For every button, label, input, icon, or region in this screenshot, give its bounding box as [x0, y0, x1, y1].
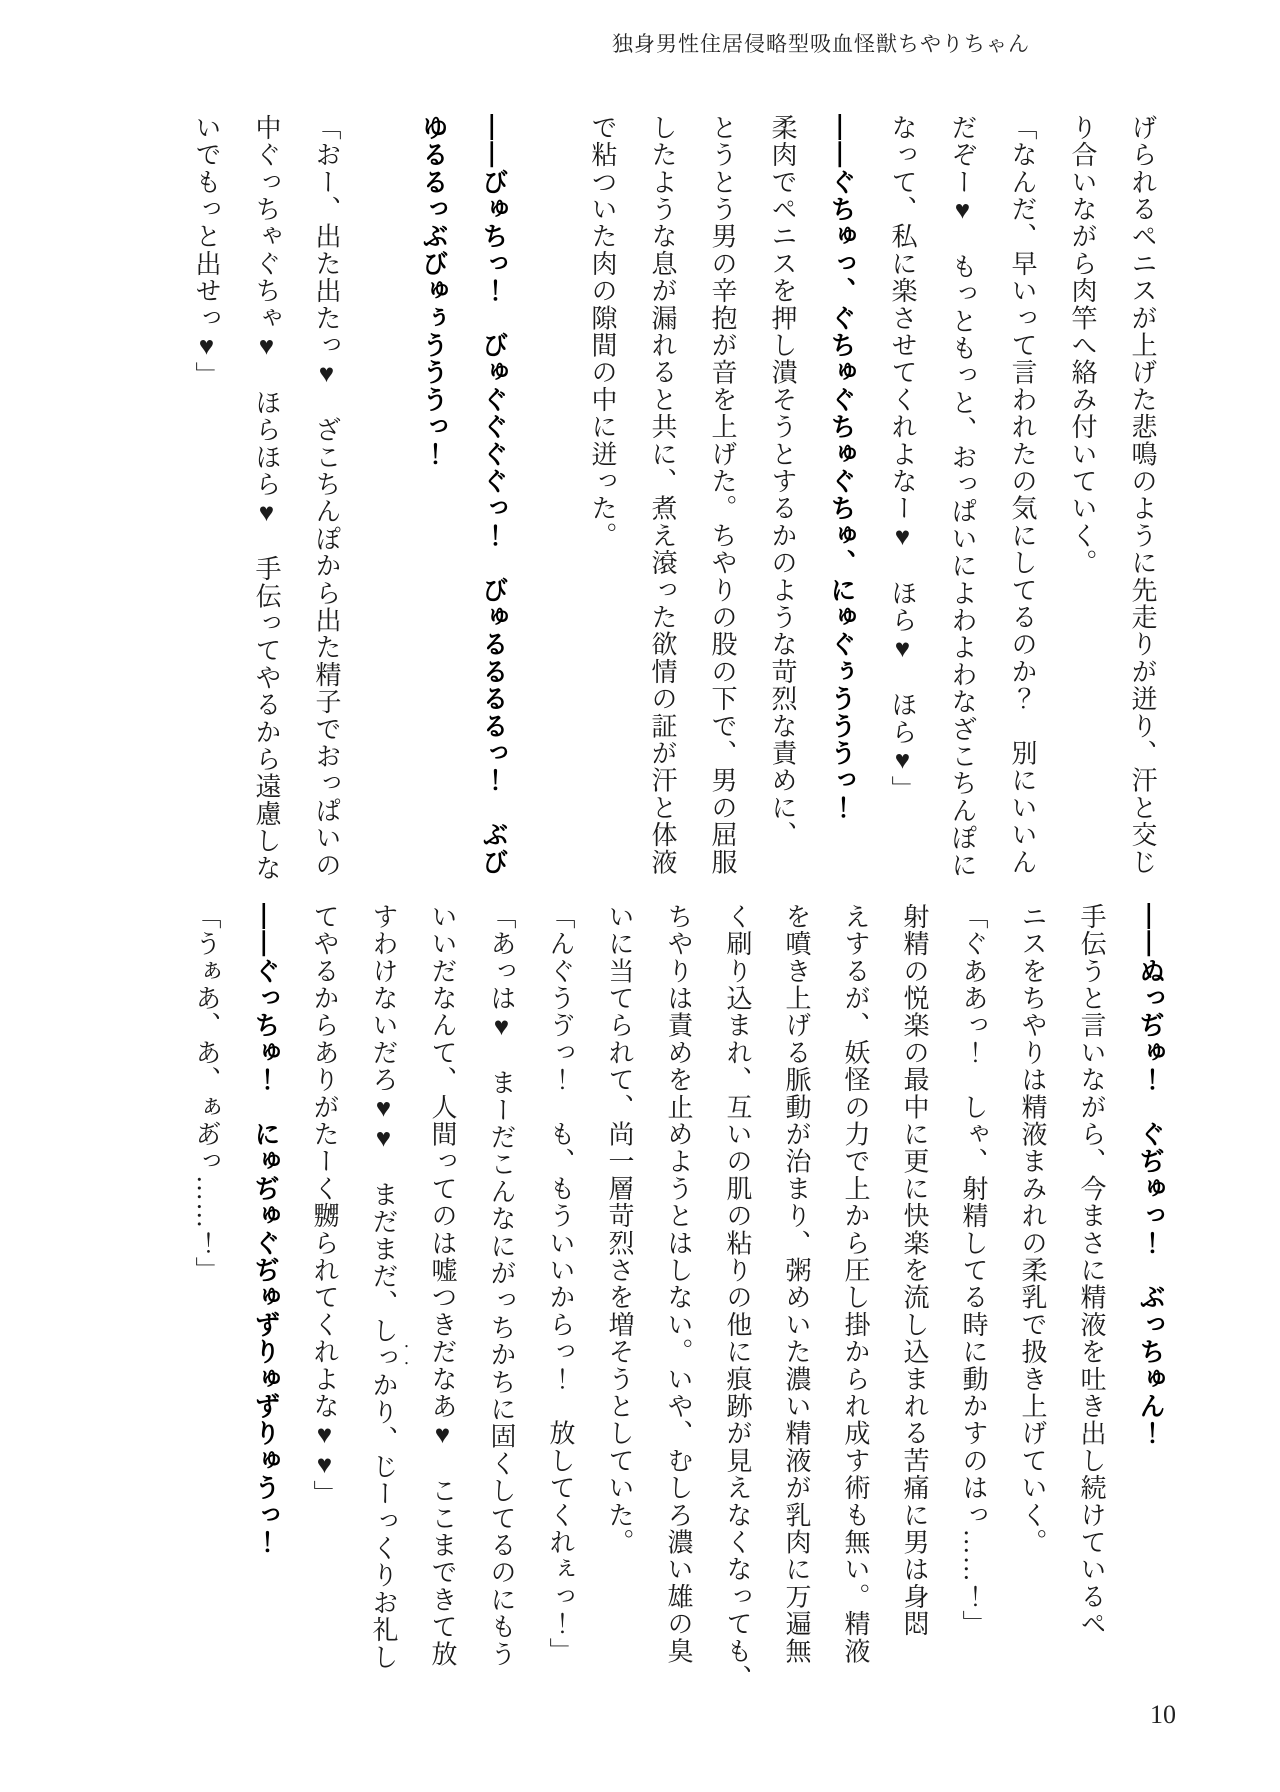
text-column: ――びゅちっ！ びゅぐぐぐぐっ！ びゅるるるるっ！ ぶび — [479, 114, 509, 876]
text-column: すわけないだろ♥♥ まだまだ、しっかり、じーっくりお礼し — [369, 903, 398, 1671]
text-block-bottom — [177, 903, 1180, 1713]
text-column: 射精の悦楽の最中に更に快楽を流し込まれる苦痛に男は身悶 — [900, 903, 929, 1638]
text-column: で粘ついた肉の隙間の中に迸った。 — [588, 114, 617, 550]
text-column: 「あっは♥ まーだこんなにがっちかちに固くしてるのにもう — [487, 903, 516, 1668]
text-column: てやるからありがたーく嬲られてくれよな♥♥」 — [310, 903, 339, 1508]
page-number: 10 — [1150, 1700, 1176, 1729]
text-column: えするが、妖怪の力で上から圧し掛かられ成す術も無い。精液 — [841, 903, 870, 1665]
text-column: 「うぁあ、あ、ぁあ゙っ……！」 — [192, 903, 221, 1284]
text-column: く刷り込まれ、互いの肌の粘りの他に痕跡が見えなくなっても、 — [723, 903, 752, 1692]
text-column: 手伝うと言いながら、今まさに精液を吐き出し続けているペ — [1077, 903, 1106, 1638]
text-block-top — [176, 114, 1172, 906]
text-column: いでもっと出せっ♥」 — [192, 114, 221, 389]
text-column: り合いながら肉竿へ絡み付いていく。 — [1068, 114, 1097, 577]
text-column: ニスをちやりは精液まみれの柔乳で扱き上げていく。 — [1018, 903, 1047, 1556]
text-column: したような息が漏れると共に、煮え滾った欲情の証が汗と体液 — [648, 114, 677, 876]
text-column: ――ぐちゅっ、ぐちゅぐちゅぐちゅ、にゅぐぅうううっ！ — [827, 114, 857, 822]
page-header-title: 独身男性住居侵略型吸血怪獣ちやりちゃん — [612, 32, 1030, 56]
text-column: ゆるるっぶびゅぅうううっ！ — [419, 114, 449, 468]
text-column: 中ぐっちゃぐちゃ♥ ほらほら♥ 手伝ってやるから遠慮しな — [252, 114, 281, 882]
text-column: ――ぐっちゅ！ にゅぢゅぐぢゅずりゅずりゅうっ！ — [251, 903, 281, 1556]
text-column: 柔肉でペニスを押し潰そうとするかのような苛烈な責めに、 — [768, 114, 797, 849]
text-column: いいだなんて、人間ってのは嘘つきだなあ♥ ここまできて放 — [428, 903, 457, 1668]
text-column: 「なんだ、早いって言われたの気にしてるのか？ 別にいいん — [1008, 114, 1037, 876]
text-column: いに当てられて、尚一層苛烈さを増そうとしていた。 — [605, 903, 634, 1556]
text-column: なって、私に楽させてくれよなー♥ ほら♥ ほら♥」 — [888, 114, 917, 803]
text-column: 「んぐうゔっ！ も、もういいからっ！ 放してくれぇっ！」 — [546, 903, 575, 1665]
text-column: とうとう男の辛抱が音を上げた。ちやりの股の下で、男の屈服 — [708, 114, 737, 876]
text-column: 「おー、出た出たっ♥ ざこちんぽから出た精子でおっぱいの — [312, 114, 341, 879]
text-column: ――ぬっぢゅ！ ぐぢゅっ！ ぶっちゅん！ — [1136, 903, 1166, 1447]
text-column: を噴き上げる脈動が治まり、粥めいた濃い精液が乳肉に万遍無 — [782, 903, 811, 1665]
text-column: だぞー♥ もっともっと、おっぱいによわよわなざこちんぽに — [948, 114, 977, 879]
emphasis-dots: ・・ — [399, 1340, 413, 1374]
text-column: げられるペニスが上げた悲鳴のように先走りが迸り、汗と交じ — [1128, 114, 1157, 876]
text-column: ちやりは責めを止めようとはしない。いや、むしろ濃い雄の臭 — [664, 903, 693, 1665]
text-column: 「ぐああっ！ しゃ、射精してる時に動かすのはっ……！」 — [959, 903, 988, 1638]
